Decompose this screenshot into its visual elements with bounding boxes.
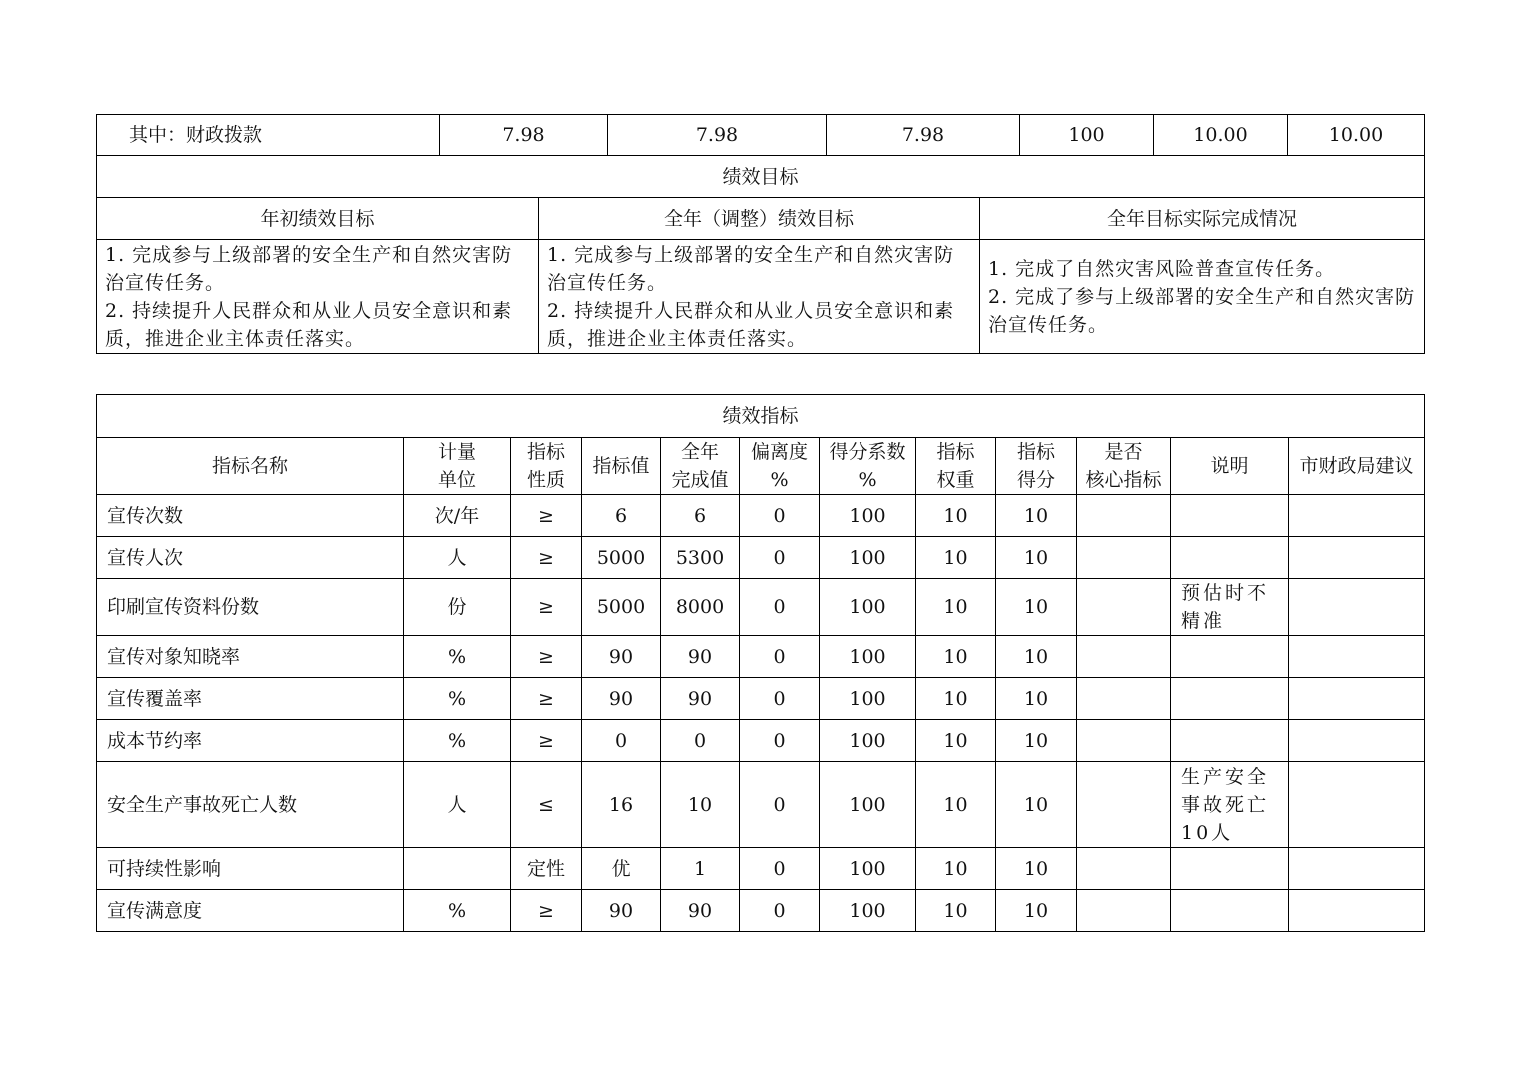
cell-unit: 人 [404, 537, 511, 579]
cell-score: 10 [996, 537, 1077, 579]
cell-weight: 10 [916, 720, 996, 762]
cell-suggestion [1289, 678, 1425, 720]
indicators-body [97, 495, 1425, 932]
cell-nature: ≥ [511, 537, 582, 579]
cell-weight: 10 [916, 848, 996, 890]
cell-score: 10 [996, 636, 1077, 678]
table-row [97, 495, 1425, 537]
cell-target: 16 [582, 762, 661, 848]
cell-name: 可持续性影响 [97, 848, 404, 890]
col-target: 指标值 [582, 438, 661, 495]
cell-deviation: 0 [740, 762, 820, 848]
table-row [97, 890, 1425, 932]
cell-unit: % [404, 636, 511, 678]
col-deviation: 偏离度 % [740, 438, 820, 495]
cell-target: 5000 [582, 579, 661, 636]
adjusted-goal-1: 1. 完成参与上级部署的安全生产和自然灾害防治宣传任务。 [547, 243, 955, 294]
cell-deviation: 0 [740, 848, 820, 890]
table-row [97, 762, 1425, 848]
cell-name: 成本节约率 [97, 720, 404, 762]
cell-coef: 100 [820, 636, 916, 678]
cell-nature: ≥ [511, 636, 582, 678]
cell-unit: 份 [404, 579, 511, 636]
table-row [97, 537, 1425, 579]
cell-nature: 定性 [511, 848, 582, 890]
cell-core [1077, 537, 1171, 579]
cell-core [1077, 636, 1171, 678]
funding-value-2: 7.98 [608, 115, 827, 156]
table-row [97, 678, 1425, 720]
cell-deviation: 0 [740, 537, 820, 579]
funding-value-4: 100 [1020, 115, 1154, 156]
table-row [97, 720, 1425, 762]
cell-actual: 5300 [661, 537, 740, 579]
col-suggestion: 市财政局建议 [1289, 438, 1425, 495]
cell-core [1077, 579, 1171, 636]
funding-label: 其中：财政拨款 [97, 115, 440, 156]
cell-coef: 100 [820, 848, 916, 890]
cell-deviation: 0 [740, 678, 820, 720]
cell-suggestion [1289, 848, 1425, 890]
col-actual: 全年 完成值 [661, 438, 740, 495]
goals-header-adjusted: 全年（调整）绩效目标 [539, 198, 980, 240]
cell-suggestion [1289, 579, 1425, 636]
cell-score: 10 [996, 848, 1077, 890]
cell-score: 10 [996, 678, 1077, 720]
cell-actual: 90 [661, 890, 740, 932]
goals-section-title: 绩效目标 [97, 156, 1425, 198]
cell-nature: ≥ [511, 890, 582, 932]
cell-name: 宣传人次 [97, 537, 404, 579]
cell-actual: 6 [661, 495, 740, 537]
funding-value-1: 7.98 [440, 115, 608, 156]
adjusted-goals-text [539, 240, 980, 354]
cell-target: 90 [582, 678, 661, 720]
cell-unit: % [404, 890, 511, 932]
cell-actual: 8000 [661, 579, 740, 636]
table-row [97, 636, 1425, 678]
cell-target: 优 [582, 848, 661, 890]
cell-unit [404, 848, 511, 890]
cell-actual: 90 [661, 678, 740, 720]
cell-target: 6 [582, 495, 661, 537]
cell-coef: 100 [820, 537, 916, 579]
cell-coef: 100 [820, 495, 916, 537]
cell-core [1077, 495, 1171, 537]
cell-suggestion [1289, 890, 1425, 932]
cell-name: 宣传次数 [97, 495, 404, 537]
goals-header-actual: 全年目标实际完成情况 [980, 198, 1425, 240]
cell-core [1077, 720, 1171, 762]
funding-table [96, 114, 1425, 156]
indicators-header-row [97, 438, 1425, 495]
cell-actual: 1 [661, 848, 740, 890]
cell-weight: 10 [916, 537, 996, 579]
col-score: 指标 得分 [996, 438, 1077, 495]
cell-weight: 10 [916, 636, 996, 678]
cell-score: 10 [996, 495, 1077, 537]
cell-nature: ≥ [511, 720, 582, 762]
funding-value-5: 10.00 [1154, 115, 1288, 156]
cell-coef: 100 [820, 678, 916, 720]
cell-suggestion [1289, 720, 1425, 762]
cell-target: 90 [582, 636, 661, 678]
adjusted-goal-2: 2. 持续提升人民群众和从业人员安全意识和素质，推进企业主体责任落实。 [547, 299, 955, 350]
initial-goals-text [97, 240, 539, 354]
cell-coef: 100 [820, 579, 916, 636]
funding-value-6: 10.00 [1288, 115, 1425, 156]
funding-row [97, 115, 1425, 156]
col-coef: 得分系数 % [820, 438, 916, 495]
cell-note: 生产安全事故死亡10人 [1171, 762, 1289, 848]
cell-suggestion [1289, 636, 1425, 678]
funding-value-3: 7.98 [827, 115, 1020, 156]
cell-target: 0 [582, 720, 661, 762]
cell-score: 10 [996, 579, 1077, 636]
cell-coef: 100 [820, 890, 916, 932]
cell-core [1077, 848, 1171, 890]
cell-name: 印刷宣传资料份数 [97, 579, 404, 636]
initial-goal-2: 2. 持续提升人民群众和从业人员安全意识和素质，推进企业主体责任落实。 [105, 299, 513, 350]
col-weight: 指标 权重 [916, 438, 996, 495]
cell-core [1077, 762, 1171, 848]
col-core: 是否 核心指标 [1077, 438, 1171, 495]
actual-goals-text [980, 240, 1425, 354]
cell-unit: 次/年 [404, 495, 511, 537]
cell-score: 10 [996, 762, 1077, 848]
cell-target: 5000 [582, 537, 661, 579]
col-nature: 指标 性质 [511, 438, 582, 495]
cell-nature: ≥ [511, 678, 582, 720]
cell-core [1077, 678, 1171, 720]
cell-nature: ≥ [511, 495, 582, 537]
indicators-table [96, 394, 1425, 932]
cell-deviation: 0 [740, 636, 820, 678]
cell-note [1171, 495, 1289, 537]
cell-name: 宣传覆盖率 [97, 678, 404, 720]
cell-coef: 100 [820, 762, 916, 848]
goals-header-initial: 年初绩效目标 [97, 198, 539, 240]
cell-actual: 10 [661, 762, 740, 848]
cell-nature: ≤ [511, 762, 582, 848]
goals-table [96, 155, 1425, 354]
actual-goal-1: 1. 完成了自然灾害风险普查宣传任务。 [988, 257, 1336, 280]
cell-deviation: 0 [740, 720, 820, 762]
cell-note [1171, 678, 1289, 720]
cell-weight: 10 [916, 579, 996, 636]
cell-note [1171, 890, 1289, 932]
cell-name: 宣传对象知晓率 [97, 636, 404, 678]
cell-nature: ≥ [511, 579, 582, 636]
cell-weight: 10 [916, 762, 996, 848]
cell-deviation: 0 [740, 579, 820, 636]
cell-note: 预估时不精准 [1171, 579, 1289, 636]
cell-target: 90 [582, 890, 661, 932]
indicators-section-title: 绩效指标 [97, 395, 1425, 438]
cell-suggestion [1289, 762, 1425, 848]
cell-unit: 人 [404, 762, 511, 848]
cell-note [1171, 636, 1289, 678]
cell-weight: 10 [916, 890, 996, 932]
cell-name: 安全生产事故死亡人数 [97, 762, 404, 848]
col-name: 指标名称 [97, 438, 404, 495]
cell-deviation: 0 [740, 890, 820, 932]
table-row [97, 848, 1425, 890]
cell-suggestion [1289, 537, 1425, 579]
cell-note [1171, 848, 1289, 890]
col-unit: 计量 单位 [404, 438, 511, 495]
cell-core [1077, 890, 1171, 932]
table-row [97, 579, 1425, 636]
cell-suggestion [1289, 495, 1425, 537]
actual-goal-2: 2. 完成了参与上级部署的安全生产和自然灾害防治宣传任务。 [988, 285, 1416, 336]
cell-actual: 0 [661, 720, 740, 762]
cell-weight: 10 [916, 678, 996, 720]
cell-unit: % [404, 678, 511, 720]
col-note: 说明 [1171, 438, 1289, 495]
cell-weight: 10 [916, 495, 996, 537]
cell-note [1171, 537, 1289, 579]
cell-deviation: 0 [740, 495, 820, 537]
cell-note [1171, 720, 1289, 762]
cell-name: 宣传满意度 [97, 890, 404, 932]
cell-score: 10 [996, 890, 1077, 932]
initial-goal-1: 1. 完成参与上级部署的安全生产和自然灾害防治宣传任务。 [105, 243, 513, 294]
cell-unit: % [404, 720, 511, 762]
cell-score: 10 [996, 720, 1077, 762]
cell-coef: 100 [820, 720, 916, 762]
cell-actual: 90 [661, 636, 740, 678]
